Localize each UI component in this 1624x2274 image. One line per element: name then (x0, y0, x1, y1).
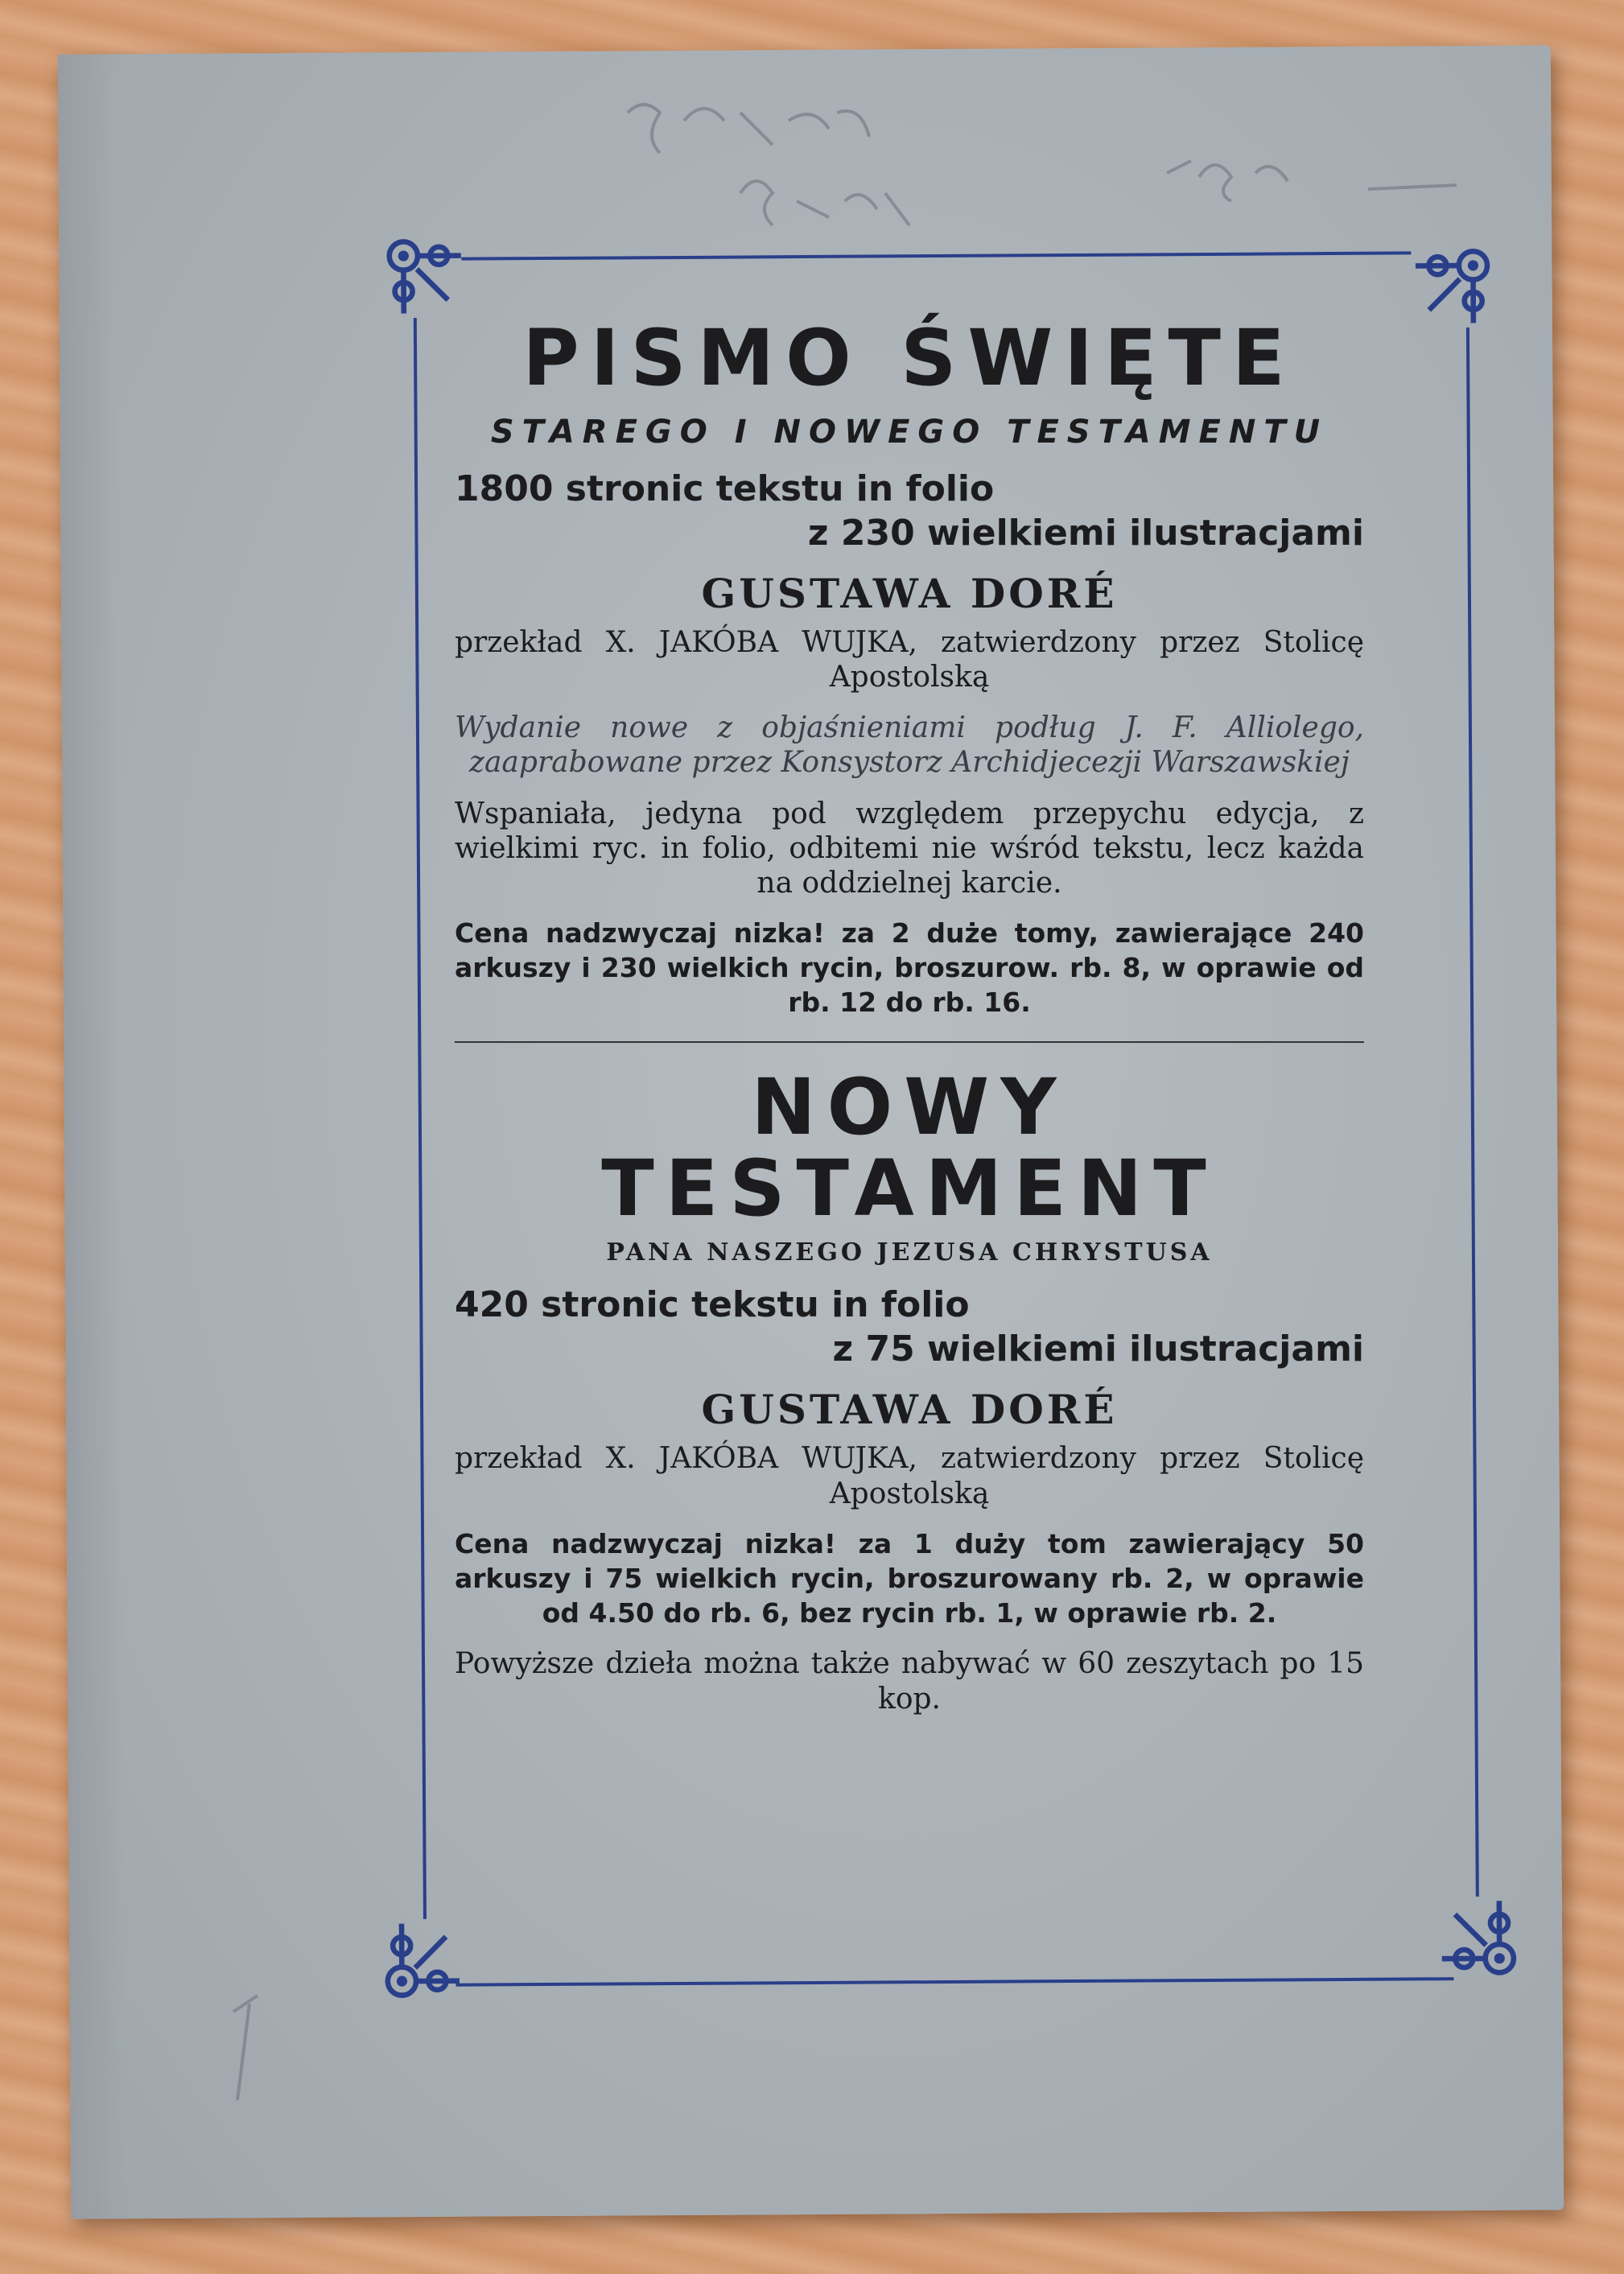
section1-illustrations-line: z 230 wielkiemi ilustracjami (807, 512, 1364, 554)
section2-illustrations-line: z 75 wielkiemi ilustracjami (832, 1329, 1364, 1370)
frame-top-line (461, 251, 1411, 260)
section2-title: NOWY TESTAMENT (601, 1061, 1218, 1234)
frame-right-line (1466, 328, 1479, 1897)
section2-price: Cena nadzwyczaj nizka! za 1 duży tom zawierający 50 arkuszy i 75 wielkich rycin, broszurowany rb. 2, w oprawie od 4.50 do rb. 6, bez rycin rb. 1, w oprawie rb. 2. (455, 1527, 1364, 1629)
fleuron-corner-icon (375, 1919, 464, 2008)
section1-subtitle: STAREGO I NOWEGO TESTAMENTU (490, 413, 1329, 451)
section2-artist: GUSTAWA DORÉ (701, 1386, 1118, 1434)
section2-subtitle: PANA NASZEGO JEZUSA CHRYSTUSA (606, 1238, 1213, 1267)
section1-translation: przekład X. JAKÓBA WUJKA, zatwierdzony przez Stolicę Apostolską (455, 625, 1364, 694)
spine-shadow (58, 54, 127, 2218)
section2-translation: przekład X. JAKÓBA WUJKA, zatwierdzony przez Stolicę Apostolską (455, 1442, 1364, 1510)
frame-left-line (414, 318, 427, 1919)
fleuron-corner-icon (1437, 1897, 1527, 1986)
fleuron-corner-icon (377, 229, 466, 319)
cover-text (455, 313, 1364, 1716)
fleuron-corner-icon (1411, 239, 1500, 328)
section2-pages-line: 420 stronic tekstu in folio (455, 1284, 970, 1326)
section1-edition-note: Wydanie nowe z objaśnieniami podług J. F. Alliolego, zaaprabowane przez Konsystorz Archidjecezji Warszawskiej (455, 711, 1364, 780)
section-divider (455, 1041, 1364, 1043)
section1-artist: GUSTAWA DORÉ (701, 569, 1118, 617)
section1-pages-line: 1800 stronic tekstu in folio (455, 468, 995, 509)
section1-title: PISMO ŚWIĘTE (522, 313, 1296, 403)
section1-price: Cena nadzwyczaj nizka! za 2 duże tomy, zawierające 240 arkuszy i 230 wielkich rycin, broszurow. rb. 8, w oprawie od rb. 12 do rb. 16. (455, 917, 1364, 1018)
frame-bottom-line (455, 1977, 1453, 1987)
section1-description: Wspaniała, jedyna pod względem przepychu edycja, z wielkimi ryc. in folio, odbitemi nie wśród tekstu, lecz każda na oddzielnej karcie. (455, 797, 1364, 900)
section2-footer: Powyższe dzieła można także nabywać w 60 zeszytach po 15 kop. (455, 1647, 1364, 1716)
